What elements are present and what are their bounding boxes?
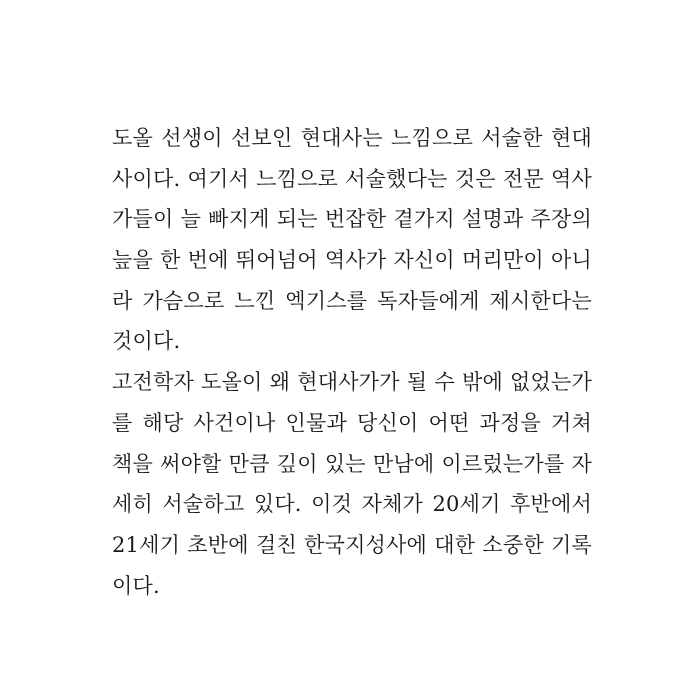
text-line: 세히 서술하고 있다. 이것 자체가 20세기 후반에서 bbox=[112, 492, 592, 517]
text-line: 21세기 초반에 걸친 한국지성사에 대한 소중한 기록 bbox=[112, 532, 592, 557]
text-line: 이다. bbox=[112, 573, 160, 598]
text-line: 가들이 늘 빠지게 되는 번잡한 곁가지 설명과 주장의 bbox=[112, 207, 592, 232]
text-line: 고전학자 도올이 왜 현대사가가 될 수 밖에 없었는가 bbox=[112, 370, 592, 395]
text-line: 책을 써야할 만큼 깊이 있는 만남에 이르렀는가를 자 bbox=[112, 451, 592, 476]
paragraph bbox=[112, 118, 592, 362]
text-line: 를 해당 사건이나 인물과 당신이 어떤 과정을 거쳐 bbox=[112, 410, 592, 435]
text-line: 늪을 한 번에 뛰어넘어 역사가 자신이 머리만이 아니 bbox=[112, 248, 592, 273]
text-line: 사이다. 여기서 느낌으로 서술했다는 것은 전문 역사 bbox=[112, 166, 592, 191]
text-line: 것이다. bbox=[112, 329, 181, 354]
text-line: 라 가슴으로 느낀 엑기스를 독자들에게 제시한다는 bbox=[112, 288, 592, 313]
paragraph bbox=[112, 362, 592, 606]
text-line: 도올 선생이 선보인 현대사는 느낌으로 서술한 현대 bbox=[112, 126, 592, 150]
body-text bbox=[112, 118, 592, 606]
